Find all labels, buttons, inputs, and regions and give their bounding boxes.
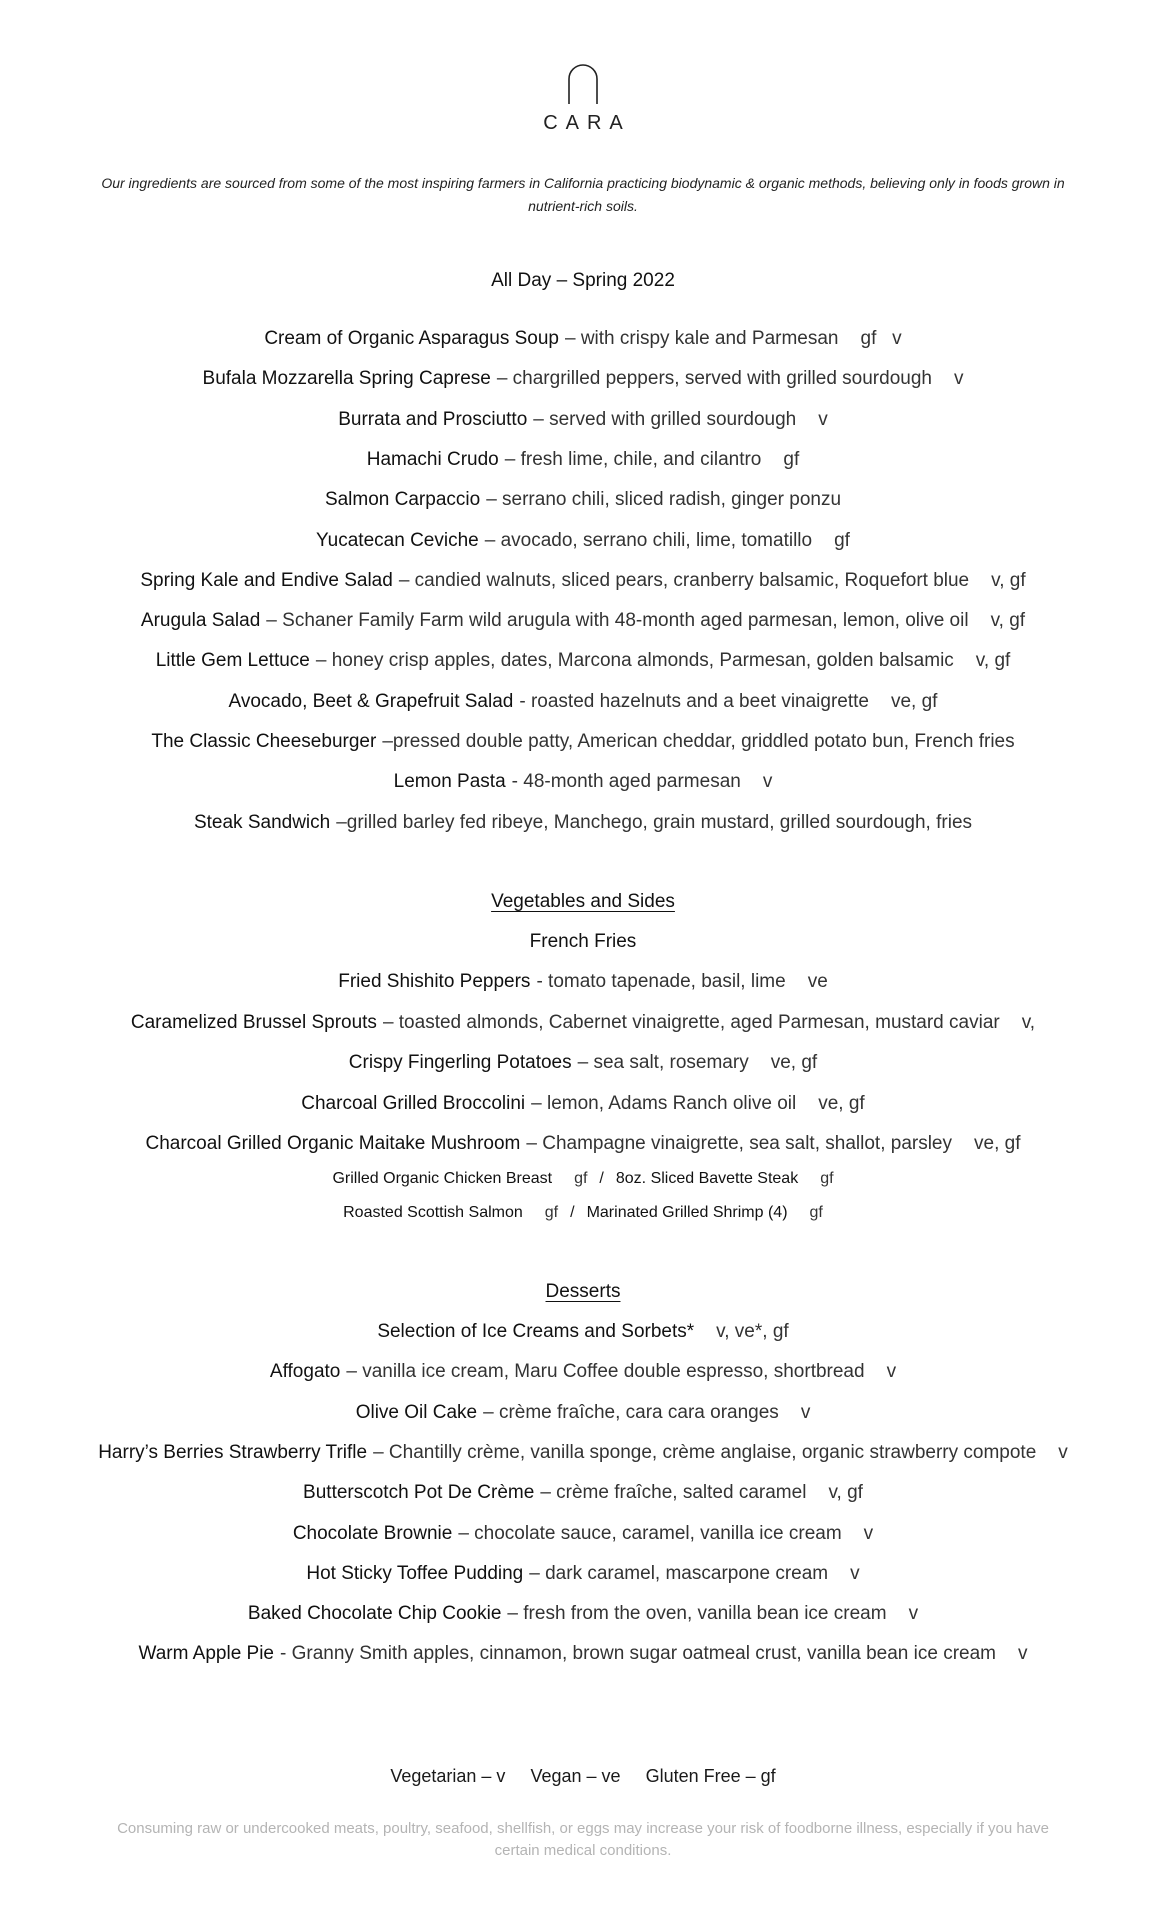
dietary-tags: v [850,1562,860,1584]
menu-item [0,366,1166,392]
menu-item-description: – sea salt, rosemary [577,1052,749,1074]
dietary-tags: v [863,1522,874,1544]
menu-item-description: – fresh from the oven, vanilla bean ice cream [507,1603,887,1625]
menu-item-name: Selection of Ice Creams and Sorbets* [377,1321,695,1342]
addon-name: Grilled Organic Chicken Breast [332,1170,553,1187]
menu-item-name: Harry’s Berries Strawberry Trifle [98,1441,368,1463]
legend-vegan: Vegan – ve [530,1766,621,1786]
menu-item [0,1359,1166,1385]
dietary-tags: v [908,1603,919,1625]
menu-item-description: - tomato tapenade, basil, lime [536,971,786,993]
menu-item [0,729,1166,755]
addon-name: 8oz. Sliced Bavette Steak [615,1170,799,1187]
menu-item-name: Olive Oil Cake [355,1401,478,1423]
menu-item-description: - roasted hazelnuts and a beet vinaigrette [519,690,869,712]
menu-item-description: – honey crisp apples, dates, Marcona almonds, Parmesan, golden balsamic [315,650,954,672]
food-safety-disclaimer: Consuming raw or undercooked meats, poultry, seafood, shellfish, or eggs may increase your risk of foodborne illness, especially if you have certain medical conditions. [117,1820,1049,1859]
dietary-tags: gf [834,529,850,551]
dietary-tags: gf [574,1170,588,1187]
dietary-tags: v, gf [975,650,1011,672]
menu-item-description: – chocolate sauce, caramel, vanilla ice cream [458,1522,842,1544]
menu-item-description: – chargrilled peppers, served with grilled sourdough [496,368,932,390]
menu-item [0,1010,1166,1036]
menu-item-description: – avocado, serrano chili, lime, tomatillo [484,529,813,551]
menu-item-name: Affogato [269,1361,341,1383]
menu-item-name: French Fries [529,931,637,952]
dietary-tags: gf v [860,328,902,349]
dietary-tags: gf [820,1170,834,1187]
menu-item-name: Hamachi Crudo [366,448,499,470]
menu-item-name: Yucatecan Ceviche [316,529,479,551]
menu-item [0,810,1166,836]
menu-item-description: – Champagne vinaigrette, sea salt, shallot, parsley [526,1133,953,1154]
menu-item-description: – crème fraîche, salted caramel [540,1482,807,1504]
menu-item [0,648,1166,674]
dietary-tags: ve, gf [818,1092,865,1114]
menu-item-name: Fried Shishito Peppers [338,971,531,993]
menu-item-description: – Chantilly crème, vanilla sponge, crème anglaise, organic strawberry compote [373,1441,1037,1463]
dietary-tags: v [762,771,773,793]
dietary-tags: v [800,1401,811,1423]
dietary-tags: ve, gf [890,690,938,712]
menu-item [0,969,1166,995]
menu-item-description: – toasted almonds, Cabernet vinaigrette, aged Parmesan, mustard caviar [382,1011,1000,1033]
menu-item-name: Little Gem Lettuce [155,650,310,672]
dietary-tags: v, [1021,1011,1036,1033]
menu-item [0,528,1166,554]
legend-vegetarian: Vegetarian – v [390,1766,506,1786]
menu-item [0,1050,1166,1076]
menu-item-name: Bufala Mozzarella Spring Caprese [202,368,491,390]
addon-separator: / [570,1204,575,1221]
menu-item [0,1319,1166,1345]
menu-item-name: Warm Apple Pie [138,1643,274,1665]
menu-item [0,1480,1166,1506]
addon-name: Roasted Scottish Salmon [343,1204,523,1221]
menu-item-name: Charcoal Grilled Organic Maitake Mushroom [145,1133,521,1154]
addon-row [0,1200,1166,1226]
dietary-tags: ve, gf [770,1052,818,1074]
brand-name: CARA [543,112,631,134]
menu-item-description: –grilled barley fed ribeye, Manchego, grain mustard, grilled sourdough, fries [336,811,973,833]
menu-item [0,929,1166,955]
addon-name: Marinated Grilled Shrimp (4) [586,1204,788,1221]
dietary-tags: ve, gf [974,1133,1021,1154]
arch-logo-icon [566,62,600,104]
menu-item-name: Arugula Salad [140,610,261,632]
menu-item-description: – lemon, Adams Ranch olive oil [531,1092,797,1114]
menu-item-name: Baked Chocolate Chip Cookie [247,1603,502,1625]
menu-item [0,568,1166,594]
menu-item [0,769,1166,795]
menu-item-description: - 48-month aged parmesan [511,771,741,793]
dietary-tags: v [1018,1643,1028,1665]
menu-item-name: Cream of Organic Asparagus Soup [264,328,559,349]
sourcing-tagline: Our ingredients are sourced from some of the most inspiring farmers in California practicing biodynamic & organic methods, believing only in foods grown in nutrient-rich soils. [101,175,1065,214]
dietary-tags: v [1058,1441,1068,1463]
menu-item-description: – dark caramel, mascarpone cream [529,1562,829,1584]
addon-row [0,1166,1166,1192]
menu-item [0,689,1166,715]
dietary-tags: v [953,368,964,390]
sides-heading: Vegetables and Sides [491,891,675,912]
addon-separator: / [599,1170,604,1187]
menu-item-name: Avocado, Beet & Grapefruit Salad [228,690,514,712]
menu-item-description: – candied walnuts, sliced pears, cranberry balsamic, Roquefort blue [398,569,970,591]
menu-item [0,1091,1166,1117]
menu-item [0,608,1166,634]
menu-item-description: – vanilla ice cream, Maru Coffee double espresso, shortbread [346,1361,865,1383]
menu-item-description: –pressed double patty, American cheddar, griddled potato bun, French fries [382,731,1015,752]
menu-item-description: – with crispy kale and Parmesan [564,328,839,349]
dietary-tags: v, gf [991,569,1026,591]
dietary-tags: v, ve*, gf [716,1321,789,1342]
dietary-tags: v [886,1361,897,1383]
menu-item [0,1400,1166,1426]
menu-item-name: Spring Kale and Endive Salad [140,569,393,591]
menu-item [0,1601,1166,1627]
menu-item-description: - Granny Smith apples, cinnamon, brown sugar oatmeal crust, vanilla bean ice cream [280,1643,997,1665]
menu-item-name: Lemon Pasta [393,771,506,793]
dietary-tags: gf [809,1204,823,1221]
menu-item-name: Crispy Fingerling Potatoes [348,1052,572,1074]
menu-item-name: Salmon Carpaccio [324,489,481,511]
menu-item-name: Caramelized Brussel Sprouts [130,1011,377,1033]
menu-item-description: – fresh lime, chile, and cilantro [504,448,762,470]
dietary-tags: gf [783,448,800,470]
legend-gluten-free: Gluten Free – gf [645,1766,776,1786]
menu-item [0,1561,1166,1587]
dietary-legend [0,1763,1166,1789]
menu-item [0,1131,1166,1157]
menu-item-description: – served with grilled sourdough [533,408,797,430]
all-day-heading: All Day – Spring 2022 [491,270,675,291]
menu-item-description: – Schaner Family Farm wild arugula with 48-month aged parmesan, lemon, olive oil [266,610,969,632]
menu-item [0,407,1166,433]
menu-item-name: Charcoal Grilled Broccolini [301,1092,526,1114]
menu-item-description: – crème fraîche, cara cara oranges [483,1401,779,1423]
menu-item-name: Butterscotch Pot De Crème [303,1482,535,1504]
dietary-tags: v, gf [828,1482,863,1504]
menu-item-name: Chocolate Brownie [292,1522,453,1544]
menu-item-name: The Classic Cheeseburger [151,731,377,752]
dietary-tags: v [818,408,828,430]
menu-item [0,326,1166,352]
menu-item-name: Steak Sandwich [193,811,331,833]
menu-item [0,1641,1166,1667]
brand-logo [533,62,633,142]
menu-item-description: – serrano chili, sliced radish, ginger ponzu [486,489,842,511]
desserts-heading: Desserts [545,1281,621,1302]
dietary-tags: ve [807,971,828,993]
menu-item [0,1440,1166,1466]
dietary-tags: v, gf [990,610,1026,632]
menu-item-name: Burrata and Prosciutto [338,408,528,430]
menu-item [0,1521,1166,1547]
menu-item [0,447,1166,473]
menu-item [0,487,1166,513]
menu-item-name: Hot Sticky Toffee Pudding [306,1562,524,1584]
dietary-tags: gf [544,1204,559,1221]
